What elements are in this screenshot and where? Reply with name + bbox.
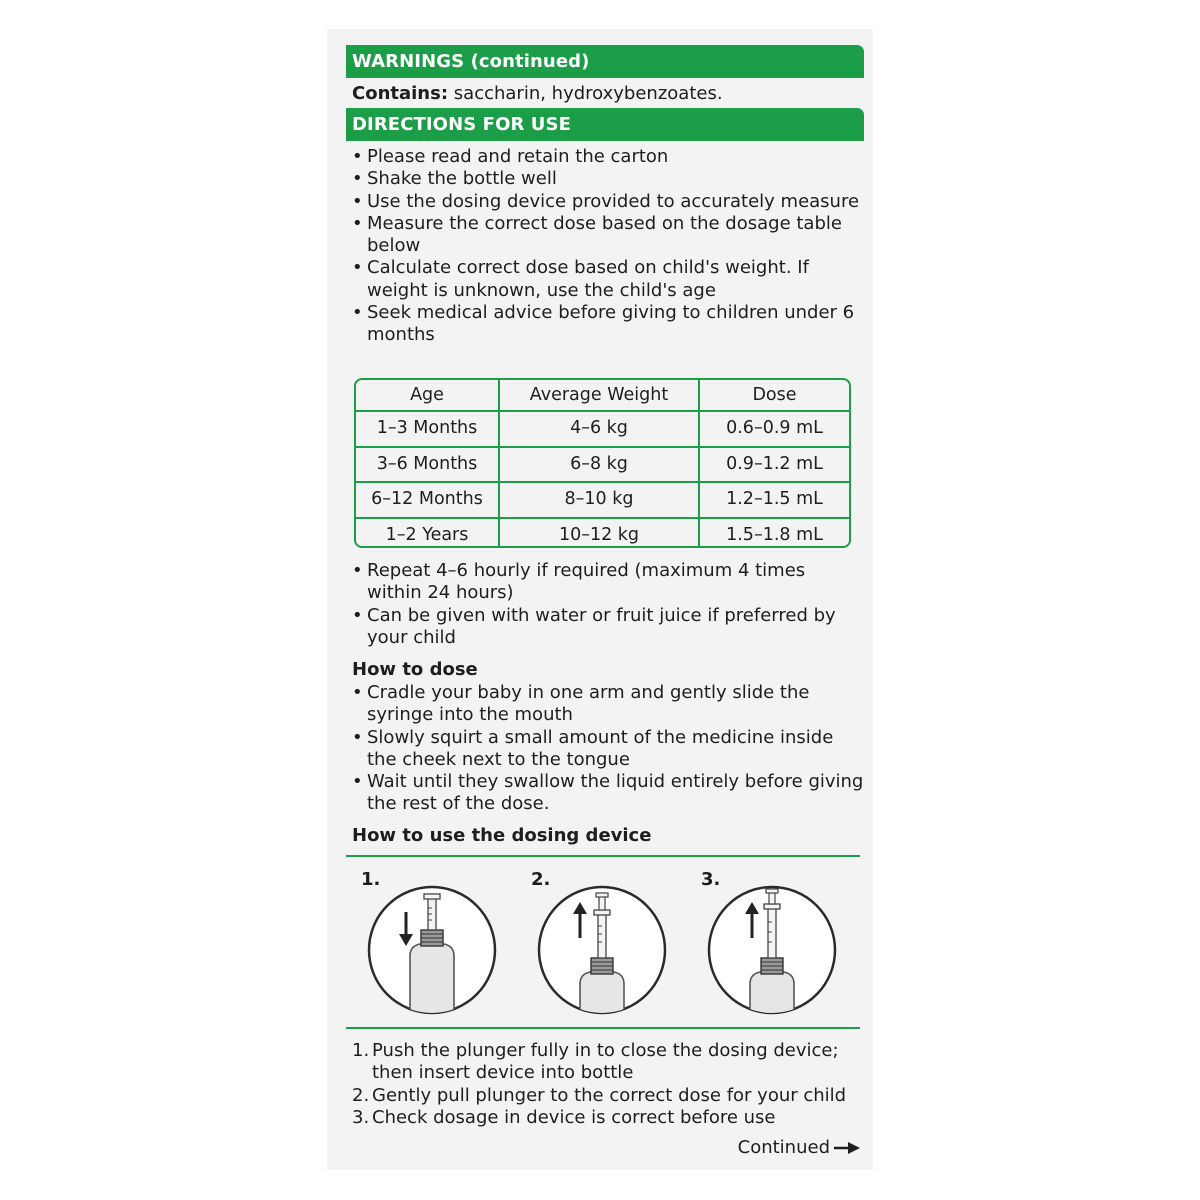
how-to-dose-list <box>352 682 864 816</box>
directions-item: • Seek medical advice before giving to children under 6 months <box>352 302 864 347</box>
cell-dose: 0.9–1.2 mL <box>726 453 823 474</box>
how-to-dose-heading: How to dose <box>352 659 478 680</box>
cell-weight: 4–6 kg <box>500 412 700 446</box>
after-table-list <box>352 560 864 649</box>
divider <box>346 1027 860 1029</box>
step-number: 3. <box>352 1106 370 1128</box>
table-row <box>356 446 849 482</box>
contains-label: Contains: <box>352 83 449 104</box>
table-row <box>356 517 849 549</box>
dosing-device-heading: How to use the dosing device <box>352 825 652 846</box>
column-header-age: Age <box>356 380 500 410</box>
dosing-step <box>352 1107 864 1129</box>
directions-item: • Can be given with water or fruit juice if preferred by your child <box>352 605 864 650</box>
cell-age: 6–12 Months <box>356 483 500 517</box>
arrow-right-icon <box>834 1141 860 1155</box>
dosage-table <box>354 378 851 548</box>
step-number: 2. <box>352 1084 370 1106</box>
directions-item: • Repeat 4–6 hourly if required (maximum 4 times within 24 hours) <box>352 560 864 605</box>
how-to-dose-item: • Slowly squirt a small amount of the medicine inside the cheek next to the tongue <box>352 727 864 772</box>
continued-note <box>738 1137 860 1159</box>
column-header-weight: Average Weight <box>500 380 700 410</box>
directions-item: • Calculate correct dose based on child's weight. If weight is unknown, use the child's age <box>352 257 864 302</box>
figure-label-1: 1. <box>361 869 381 890</box>
column-header-dose: Dose <box>752 385 797 405</box>
label-content <box>346 0 864 1200</box>
cell-age: 3–6 Months <box>356 448 500 482</box>
syringe-pull-up-icon <box>706 884 838 1016</box>
contains-text: saccharin, hydroxybenzoates. <box>453 83 723 104</box>
figure-label-3: 3. <box>701 869 721 890</box>
figure-label-2: 2. <box>531 869 551 890</box>
warnings-heading: WARNINGS (continued) <box>346 45 864 78</box>
cell-weight: 10–12 kg <box>500 519 700 549</box>
syringe-pull-up-icon <box>536 884 668 1016</box>
cell-weight: 8–10 kg <box>500 483 700 517</box>
table-row <box>356 481 849 517</box>
step-text: Check dosage in device is correct before use <box>372 1106 776 1128</box>
divider <box>346 855 860 857</box>
directions-list <box>352 146 864 347</box>
dosing-step <box>352 1040 864 1085</box>
contains-line <box>352 83 723 105</box>
dosing-step <box>352 1085 864 1107</box>
cell-age: 1–3 Months <box>356 412 500 446</box>
cell-dose: 0.6–0.9 mL <box>726 418 823 438</box>
table-row <box>356 410 849 446</box>
directions-heading: DIRECTIONS FOR USE <box>346 108 864 141</box>
dosage-table-header-row <box>356 380 849 410</box>
cell-age: 1–2 Years <box>356 519 500 549</box>
cell-weight: 6–8 kg <box>500 448 700 482</box>
directions-item: • Use the dosing device provided to accurately measure <box>352 191 864 213</box>
continued-label: Continued <box>737 1137 830 1158</box>
how-to-dose-item: • Cradle your baby in one arm and gently slide the syringe into the mouth <box>352 682 864 727</box>
dosing-steps-list <box>352 1040 864 1129</box>
directions-item: • Measure the correct dose based on the dosage table below <box>352 213 864 258</box>
how-to-dose-item: • Wait until they swallow the liquid entirely before giving the rest of the dose. <box>352 771 864 816</box>
directions-item: • Shake the bottle well <box>352 168 864 190</box>
step-text: Push the plunger fully in to close the dosing device; then insert device into bottle <box>372 1040 839 1084</box>
step-text: Gently pull plunger to the correct dose for your child <box>372 1084 847 1106</box>
syringe-push-down-icon <box>366 884 498 1016</box>
cell-dose: 1.2–1.5 mL <box>726 489 823 509</box>
cell-dose: 1.5–1.8 mL <box>726 524 823 545</box>
step-number: 1. <box>352 1040 370 1061</box>
directions-item: • Please read and retain the carton <box>352 146 864 168</box>
